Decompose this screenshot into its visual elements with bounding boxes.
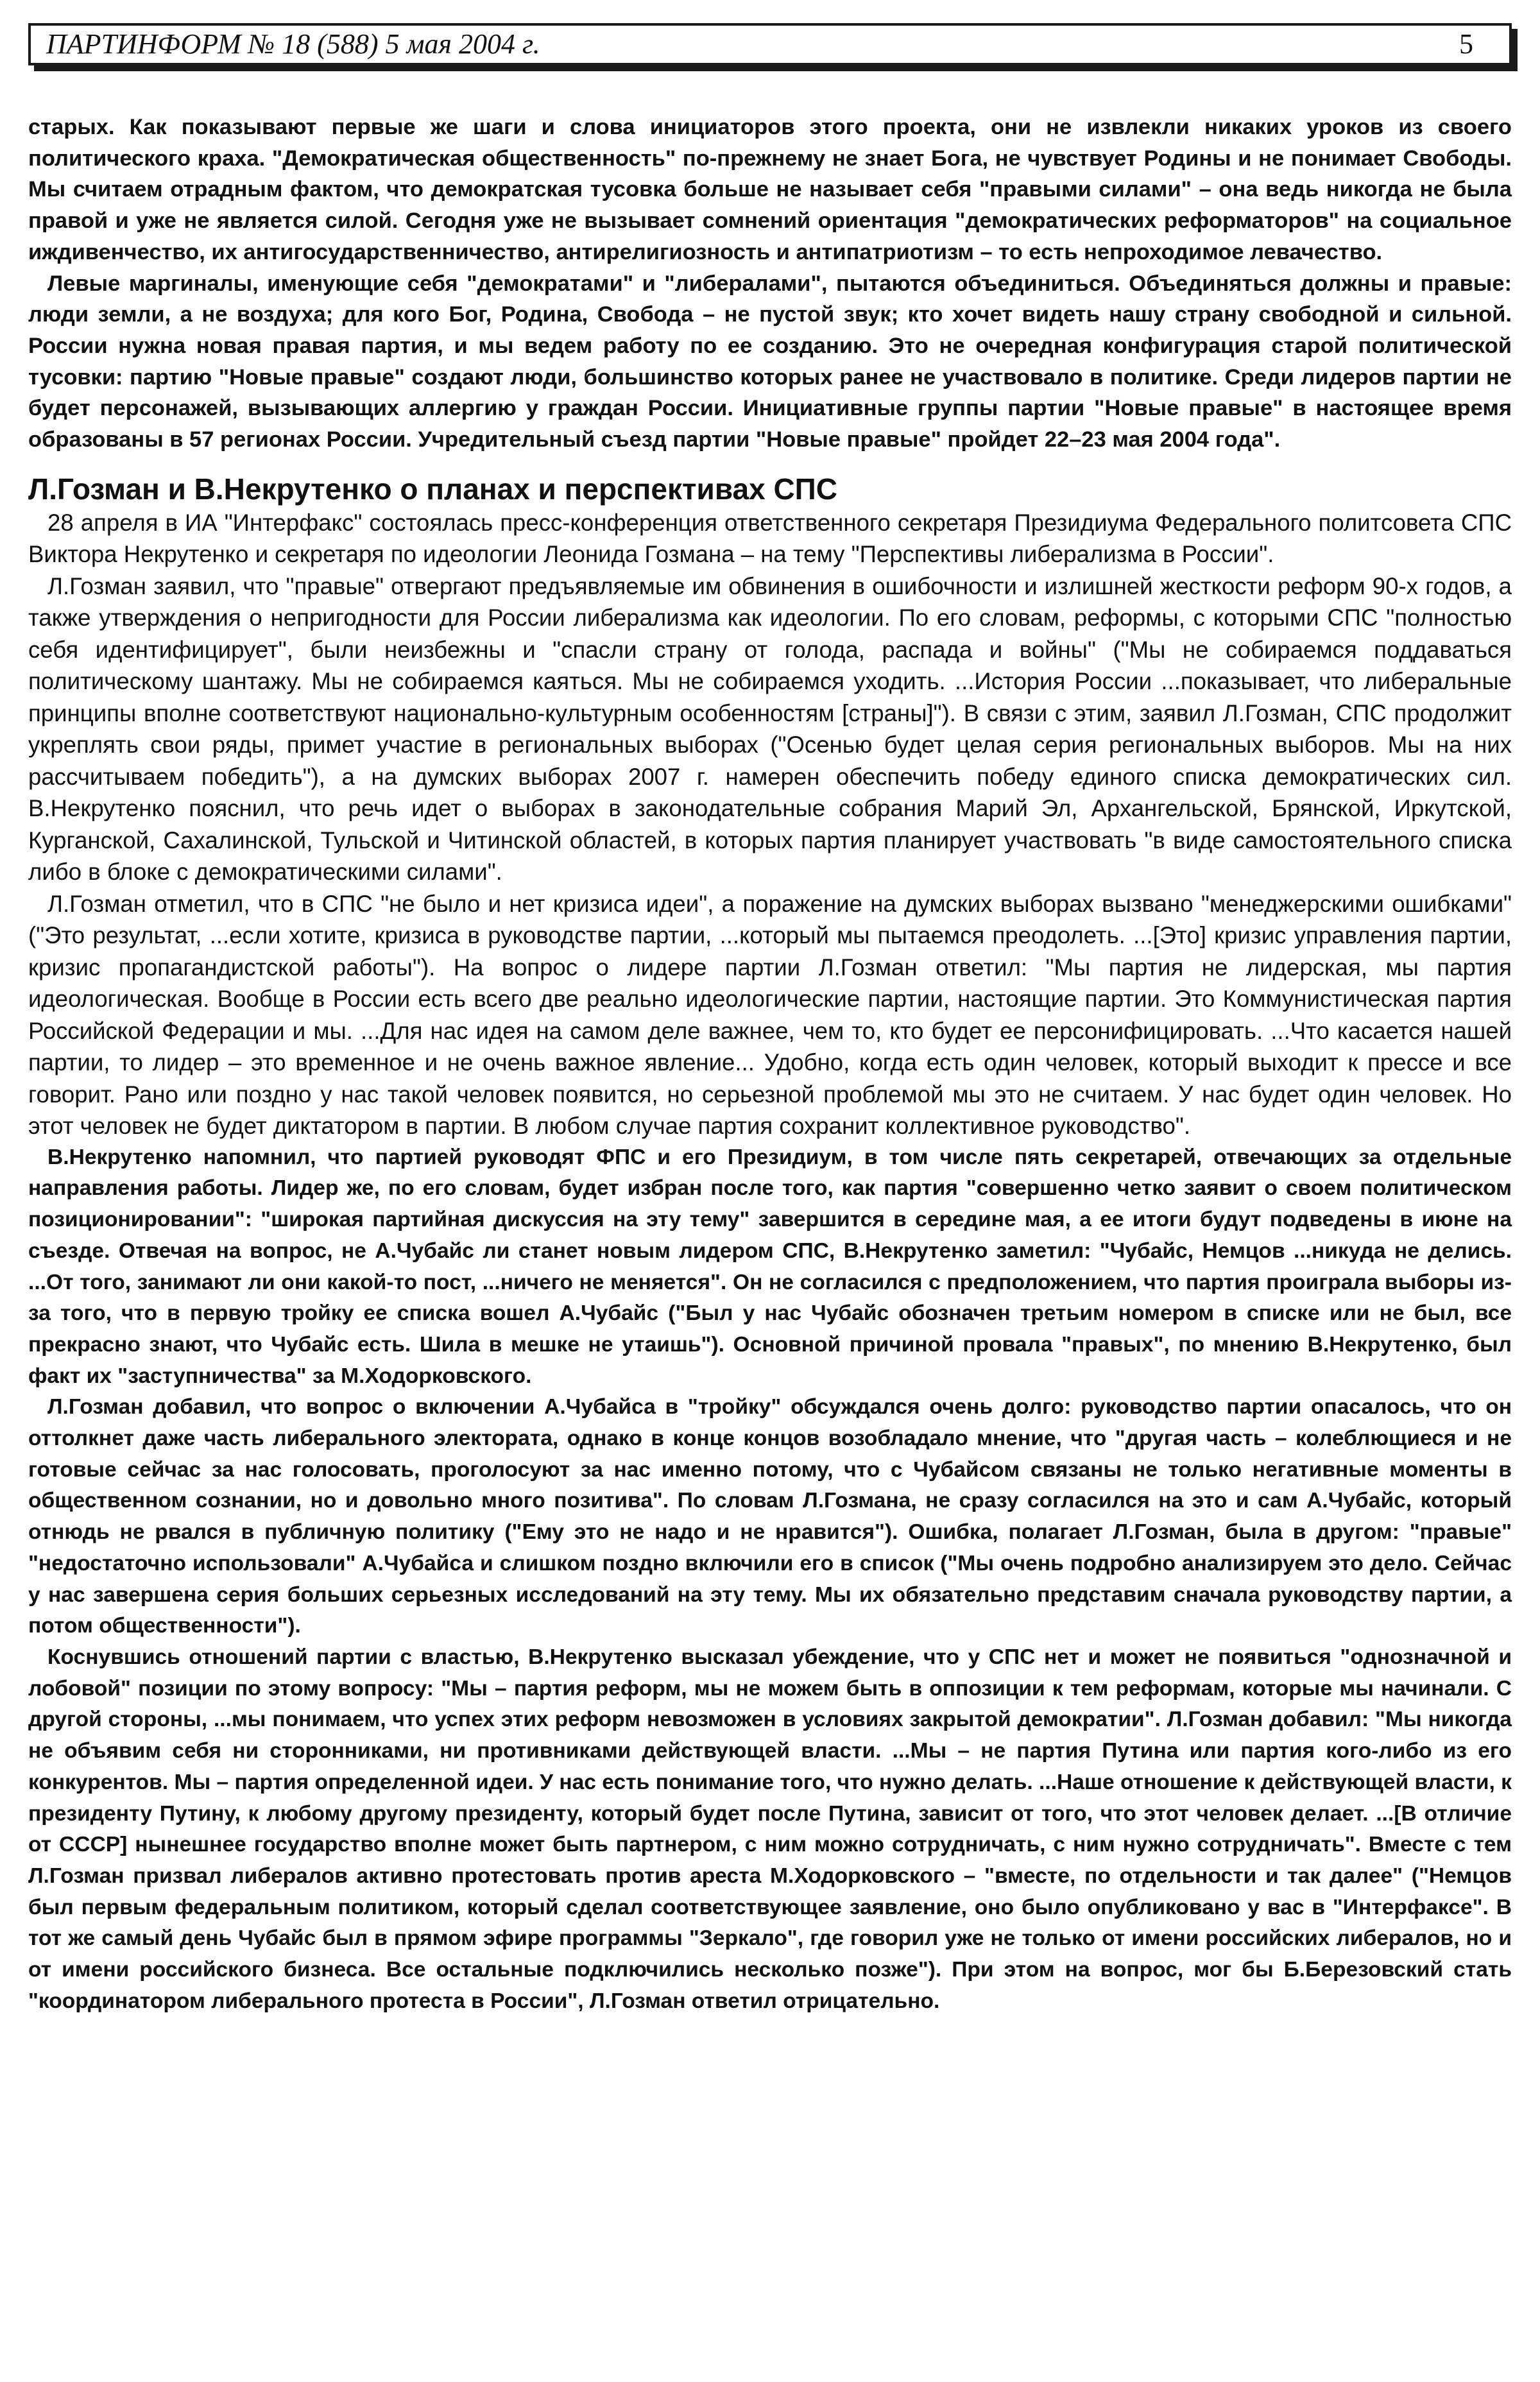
paragraph: Л.Гозман отметил, что в СПС "не было и нет кризиса идеи", а поражение на думских выборах вызвано "менеджерскими ошибками" ("Это результат, ...если хотите, кризиса в руководстве партии, ...который мы пытаемся преодолеть. ...[Это] кризис управления партии, кризис пропагандистской работы"). На вопрос о лидере партии Л.Гозман ответил: "Мы партия не лидерская, мы партия идеологическая. Вообще в России есть всего две реально идеологические партии, настоящие партии. Это Коммунистическая партия Российской Федерации и мы. ...Для нас идея на самом деле важнее, чем то, кто будет ее персонифицировать. ...Что касается нашей партии, то лидер – это временное и не очень важное явление... Удобно, когда есть один человек, который выходит к прессе и все говорит. Рано или поздно у нас такой человек появится, но серьезной проблемой мы это не считаем. У нас будет один человек. Но этот человек не будет диктатором в партии. В любом случае партия сохранит коллективное руководство". [28, 890, 1512, 1140]
page-number: 5 [1459, 28, 1473, 60]
newspaper-page [28, 23, 1512, 2017]
section-title: Л.Гозман и В.Некрутенко о планах и перспективах СПС [28, 472, 837, 506]
article-body [28, 112, 1512, 2017]
paragraph: Левые маргиналы, именующие себя "демократами" и "либералами", пытаются объединиться. Объединяться должны и правые: люди земли, а не воздуха; для кого Бог, Родина, Свобода – не пустой звук; кто хочет видеть нашу страну свободной и сильной. России нужна новая правая партия, и мы ведем работу по ее созданию. Это не очередная конфигурация старой политической тусовки: партию "Новые правые" создают люди, большинство которых ранее не участвовало в политике. Среди лидеров партии не будет персонажей, вызывающих аллергию у граждан России. Инициативные группы партии "Новые правые" в настоящее время образованы в 57 регионах России. Учредительный съезд партии "Новые правые" пройдет 22–23 мая 2004 года". [28, 271, 1512, 452]
paragraph: 28 апреля в ИА "Интерфакс" состоялась пресс-конференция ответственного секретаря Президиума Федерального политсовета СПС Виктора Некрутенко и секретаря по идеологии Леонида Гозмана – на тему "Перспективы либерализма в России". [28, 509, 1512, 568]
page-header [28, 23, 1512, 65]
article-bold-block [28, 1142, 1512, 2018]
intro-block [28, 112, 1512, 456]
paragraph: Л.Гозман заявил, что "правые" отвергают предъявляемые им обвинения в ошибочности и излишней жесткости реформ 90-х годов, а также утверждения о непригодности для России либерализма как идеологии. По его словам, реформы, с которыми СПС "полностью себя идентифицирует", были неизбежны и "спасли страну от голода, распада и войны" ("Мы не собираемся поддаваться политическому шантажу. Мы не собираемся каяться. Мы не собираемся уходить. ...История России ...показывает, что либеральные принципы вполне соответствуют национально-культурным особенностям [страны]"). В связи с этим, заявил Л.Гозман, СПС продолжит укреплять свои ряды, примет участие в региональных выборах ("Осенью будет целая серия региональных выборов. Мы на них рассчитываем победить"), а на думских выборах 2007 г. намерен обеспечить победу единого списка демократических сил. В.Некрутенко пояснил, что речь идет о выборах в законодательные собрания Марий Эл, Архангельской, Брянской, Иркутской, Курганской, Сахалинской, Тульской и Читинской областей, в которых партия планирует участвовать "в виде самостоятельного списка либо в блоке с демократическими силами". [28, 572, 1512, 886]
paragraph: Л.Гозман добавил, что вопрос о включении А.Чубайса в "тройку" обсуждался очень долго: руководство партии опасалось, что он оттолкнет даже часть либерального электората, однако в конце концов возобладало мнение, что "другая часть – колеблющиеся и не готовые сейчас за нас голосовать, проголосуют за нас именно потому, что с Чубайсом связаны не только негативные моменты в общественном сознании, но и довольно много позитива". По словам Л.Гозмана, не сразу согласился на это и сам А.Чубайс, который отнюдь не рвался в публичную политику ("Ему это не надо и не нравится"). Ошибка, полагает Л.Гозман, была в другом: "правые" "недостаточно использовали" А.Чубайса и слишком поздно включили его в список ("Мы очень подробно анализируем это дело. Сейчас у нас завершена серия больших серьезных исследований на эту тему. Мы их обязательно представим сначала руководству партии, а потом общественности"). [28, 1395, 1512, 1638]
paragraph: В.Некрутенко напомнил, что партией руководят ФПС и его Президиум, в том числе пять секретарей, отвечающих за отдельные направления работы. Лидер же, по его словам, будет избран после того, как партия "совершенно четко заявит о своем политическом позиционировании": "широкая партийная дискуссия на эту тему" завершится в середине мая, а ее итоги будут подведены в июне на съезде. Отвечая на вопрос, не А.Чубайс ли станет новым лидером СПС, В.Некрутенко заметил: "Чубайс, Немцов ...никуда не делись. ...От того, занимают ли они какой-то пост, ...ничего не меняется". Он не согласился с предположением, что партия проиграла выборы из-за того, что в первую тройку ее списка вошел А.Чубайс ("Был у нас Чубайс обозначен третьим номером в списке или не был, все прекрасно знают, что Чубайс есть. Шила в мешке не утаишь"). Основной причиной провала "правых", по мнению В.Некрутенко, был факт их "заступничества" за М.Ходорковского. [28, 1145, 1512, 1388]
article-regular-block [28, 507, 1512, 1142]
paragraph: Коснувшись отношений партии с властью, В.Некрутенко высказал убеждение, что у СПС нет и может не появиться "однозначной и лобовой" позиции по этому вопросу: "Мы – партия реформ, мы не можем быть в оппозиции к тем реформам, которые мы начинали. С другой стороны, ...мы понимаем, что успех этих реформ невозможен в условиях закрытой демократии". Л.Гозман добавил: "Мы никогда не объявим себя ни сторонниками, ни противниками действующей власти. ...Мы – не партия Путина или партия кого-либо из его конкурентов. Мы – партия определенной идеи. У нас есть понимание того, что нужно делать. ...Наше отношение к действующей власти, к президенту Путину, к любому другому президенту, который будет после Путина, зависит от того, что этот человек делает. ...[В отличие от СССР] нынешнее государство вполне может быть партнером, с ним можно сотрудничать, с ним нужно сотрудничать". Вместе с тем Л.Гозман призвал либералов активно протестовать против ареста М.Ходорковского – "вместе, по отдельности и так далее" ("Немцов был первым федеральным политиком, который сделал соответствующее заявление, оно было опубликовано у вас в "Интерфаксе". В тот же самый день Чубайс был в прямом эфире программы "Зеркало", где говорил уже не только от имени российских либералов, но и от имени российского бизнеса. Все остальные подключились несколько позже"). При этом на вопрос, мог бы Б.Березовский стать "координатором либерального протеста в России", Л.Гозман ответил отрицательно. [28, 1645, 1512, 2013]
paragraph: старых. Как показывают первые же шаги и слова инициаторов этого проекта, они не извлекли никаких уроков из своего политического краха. "Демократическая общественность" по-прежнему не знает Бога, не чувствует Родины и не понимает Свободы. Мы считаем отрадным фактом, что демократская тусовка больше не называет себя "правыми силами" – она ведь никогда не была правой и уже не является силой. Сегодня уже не вызывает сомнений ориентация "демократических реформаторов" на социальное иждивенчество, их антигосударственничество, антирелигиозность и антипатриотизм – то есть непроходимое левачество. [28, 115, 1512, 264]
header-title: ПАРТИНФОРМ № 18 (588) 5 мая 2004 г. [46, 28, 540, 60]
